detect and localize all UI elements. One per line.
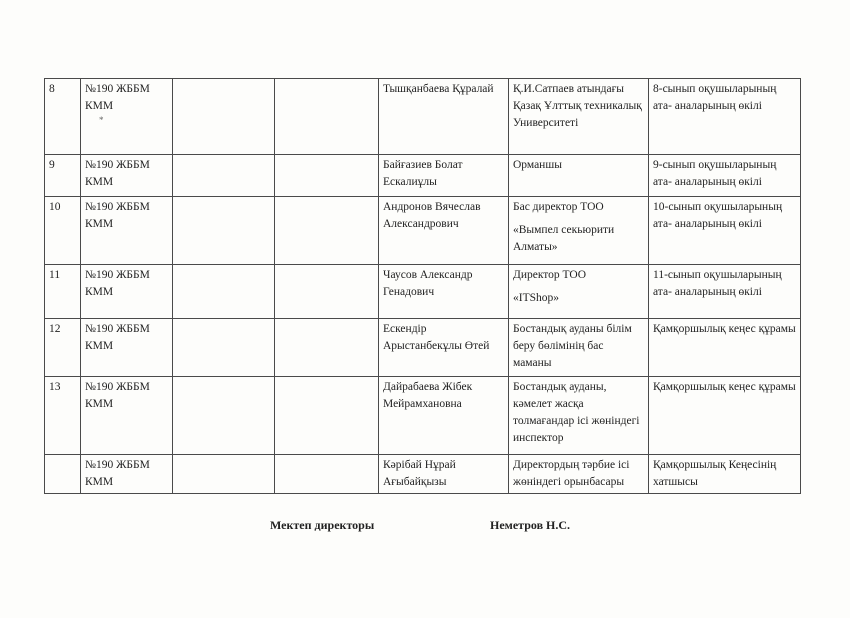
table-row [45, 377, 801, 455]
workplace: Директордың тәрбие ісі жөніндегі орынбасары [509, 455, 649, 494]
empty-cell [173, 197, 275, 265]
row-number: 9 [45, 155, 81, 197]
empty-cell [173, 155, 275, 197]
table-row [45, 79, 801, 155]
table-row [45, 319, 801, 377]
empty-cell [275, 197, 379, 265]
empty-cell [275, 265, 379, 319]
council-role: Қамқоршылық Кеңесінің хатшысы [649, 455, 801, 494]
row-number: 13 [45, 377, 81, 455]
organization-text: №190 ЖББМ КММ [85, 83, 150, 112]
member-name: Ескендір Арыстанбекұлы Өтей [379, 319, 509, 377]
table-row [45, 455, 801, 494]
member-name: Тышқанбаева Құралай [379, 79, 509, 155]
workplace: Қ.И.Сатпаев атындағы Қазақ Ұлттық техникалық Университеті [509, 79, 649, 155]
organization-cell: №190 ЖББМ КММ [81, 377, 173, 455]
table-row [45, 155, 801, 197]
workplace-line1: Директор ТОО [513, 269, 587, 281]
workplace [509, 265, 649, 319]
stray-mark: * [99, 115, 104, 125]
workplace-line2: «Вымпел секьюрити Алматы» [513, 224, 615, 253]
council-role: 10-сынып оқушыларының ата- аналарының өкілі [649, 197, 801, 265]
row-number [45, 455, 81, 494]
empty-cell [275, 319, 379, 377]
council-role: 11-сынып оқушыларының ата- аналарының өкілі [649, 265, 801, 319]
table-row [45, 197, 801, 265]
council-role: Қамқоршылық кеңес құрамы [649, 319, 801, 377]
row-number: 8 [45, 79, 81, 155]
member-name: Чаусов Александр Генадович [379, 265, 509, 319]
empty-cell [173, 319, 275, 377]
empty-cell [275, 455, 379, 494]
empty-cell [275, 79, 379, 155]
organization-cell: №190 ЖББМ КММ [81, 319, 173, 377]
workplace: Орманшы [509, 155, 649, 197]
organization-cell: №190 ЖББМ КММ [81, 197, 173, 265]
workplace-line1: Бас директор ТОО [513, 201, 604, 213]
workplace: Бостандық ауданы, кәмелет жасқа толмағандар ісі жөніндегі инспектор [509, 377, 649, 455]
workplace [509, 197, 649, 265]
council-role: Қамқоршылық кеңес құрамы [649, 377, 801, 455]
empty-cell [275, 155, 379, 197]
member-name: Дайрабаева Жібек Мейрамхановна [379, 377, 509, 455]
organization-cell: №190 ЖББМ КММ [81, 155, 173, 197]
workplace: Бостандық ауданы білім беру бөлімінің бас маманы [509, 319, 649, 377]
director-title: Мектеп директоры [270, 518, 375, 532]
workplace-line2: «ITShop» [513, 292, 559, 304]
row-number: 11 [45, 265, 81, 319]
organization-cell: №190 ЖББМ КММ [81, 265, 173, 319]
council-role: 9-сынып оқушыларының ата- аналарының өкілі [649, 155, 801, 197]
row-number: 10 [45, 197, 81, 265]
organization-cell [81, 79, 173, 155]
table-row [45, 265, 801, 319]
empty-cell [173, 79, 275, 155]
member-name: Андронов Вячеслав Александрович [379, 197, 509, 265]
member-name: Кәрібай Нұрай Ағыбайқызы [379, 455, 509, 494]
council-members-table [44, 78, 801, 494]
row-number: 12 [45, 319, 81, 377]
empty-cell [275, 377, 379, 455]
empty-cell [173, 265, 275, 319]
director-name: Неметров Н.С. [490, 518, 571, 532]
empty-cell [173, 377, 275, 455]
council-role: 8-сынып оқушыларының ата- аналарының өкілі [649, 79, 801, 155]
empty-cell [173, 455, 275, 494]
member-name: Байғазиев Болат Ескалиұлы [379, 155, 509, 197]
organization-cell: №190 ЖББМ КММ [81, 455, 173, 494]
